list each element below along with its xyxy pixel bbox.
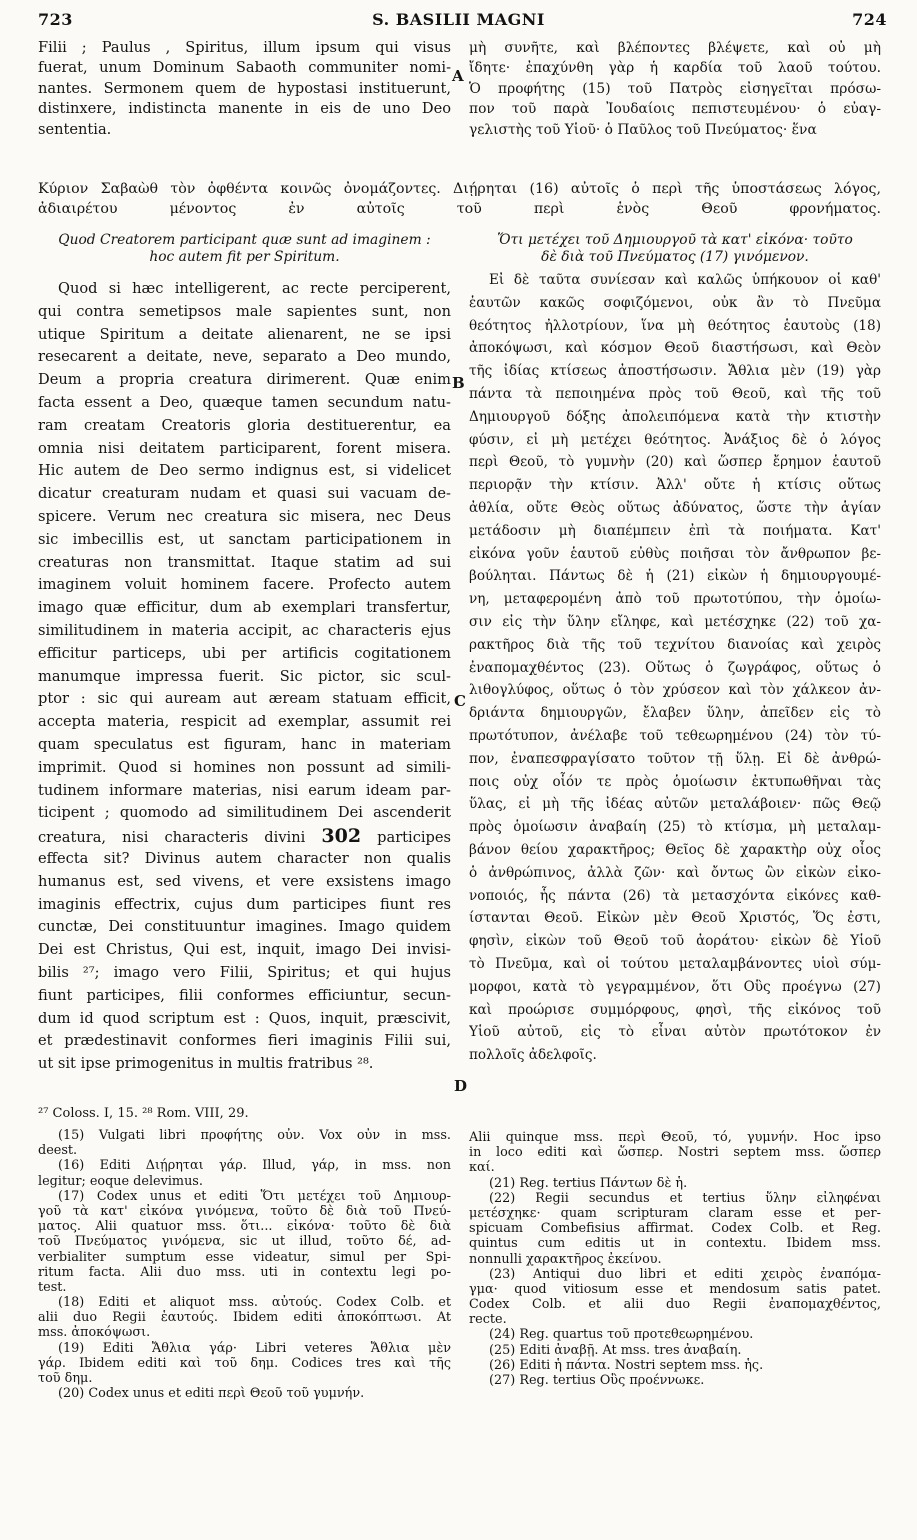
text-line: spicere. Verum nec creatura sic misera, nec Deus [38, 507, 451, 525]
text-line: tudinem informare materias, nisi earum ideam par- [38, 781, 451, 799]
text-line: πρὸς ὁμοίωσιν ἀναβαίη (25) τὸ κτίσμα, μὴ μεταλαμ- [469, 819, 881, 836]
text-line: dicatur creaturam nudam et quasi sui vacuam de- [38, 485, 451, 503]
footnotes-right [469, 1130, 881, 1388]
text-line: dum id quod scriptum est : Quos, inquit, præscivit, [38, 1009, 451, 1027]
text-line: spicuam Combefisius affirmat. Codex Colb. et Reg. [469, 1221, 881, 1237]
text-line: (27) Reg. tertius Οὓς προέννωκε. [489, 1373, 705, 1388]
text-line: ptor : sic qui auream aut æream statuam efficit, [38, 690, 451, 708]
text-line: mss. ἀποκόψωσι. [38, 1325, 151, 1341]
text-line: μὴ συνῆτε, καὶ βλέποντες βλέψετε, καὶ οὐ μὴ [469, 40, 881, 56]
text-line: ματος. Alii quatuor mss. ὅτι... εἰκόνα· τοῦτο δὲ διὰ [38, 1219, 451, 1235]
text-line: γάρ. Ibidem editi καὶ τοῦ δημ. Codices tres καὶ τῆς [38, 1355, 451, 1371]
text-line: δριάντα δημιουργῶν, ἔλαβεν ὕλην, ἀπεῖδεν εἰς τὸ [469, 705, 881, 722]
text-line: sic imbecillis est, ut sanctam participationem in [38, 530, 451, 548]
text-line: ὕλας, εἰ μὴ τῆς ἰδέας αὐτῶν μεταλάβοιεν· πῶς Θεῷ [469, 796, 881, 813]
text-line: λιθογλύφος, οὕτως ὁ τὸν χρύσεον καὶ τὸν χάλκεον ἀν- [469, 682, 881, 699]
text-line: Dei est Christus, Qui est, inquit, imago Dei invisi- [38, 941, 451, 959]
text-line: (23) Antiqui duo libri et editi χειρὸς ἐναπόμα- [489, 1266, 881, 1282]
text-line: τοῦ δημ. [38, 1371, 93, 1386]
latin-body [38, 278, 451, 1076]
text-line: ίστανται Θεοῦ. Εἰκὼν μὲν Θεοῦ Χριστός, Ὅς ἐστι, [469, 910, 881, 927]
text-line: imaginem voluit hominem facere. Profecto autem [38, 576, 451, 594]
text-fragment: creatura, nisi characteris divini [38, 829, 322, 847]
latin-top-block [38, 38, 451, 140]
text-line: et prædestinavit conformes fieri imaginis Filii sui, [38, 1032, 451, 1050]
greek-section-heading: Ὅτι μετέχει τοῦ Δημιουργοῦ τὰ κατ' εἰκόνα· τοῦτο δὲ διὰ τοῦ Πνεύματος (17) γινόμενον. [497, 232, 853, 265]
text-line: imago quæ efficitur, dum ab exemplari transfertur, [38, 599, 451, 617]
text-line: Υἱοῦ αὐτοῦ, εἰς τὸ εἶναι αὐτὸν πρωτότοκον ἐν [469, 1024, 881, 1041]
text-line: τὸ Πνεῦμα, καὶ οἱ τούτου μεταλαμβάνοντες υἱοὶ σύμ- [469, 955, 881, 972]
text-line: manumque impressa fuerit. Sic pictor, sic scul- [38, 667, 451, 685]
text-line: ποις οὐχ οἷόν τε πρὸς ὁμοίωσιν ἐκτυπωθῆναι τὰς [469, 773, 881, 790]
text-line: omnia nisi deitatem participarent, forent misera. [38, 439, 451, 457]
text-line: facta essent a Deo, quæque tamen secundum natu- [38, 393, 451, 411]
text-line: (18) Editi et aliquot mss. αὐτούς. Codex Colb. et [58, 1295, 451, 1311]
text-line: qui contra semetipsos male sapientes sunt, non [38, 302, 451, 320]
text-line: (19) Editi Ἄθλια γάρ· Libri veteres Ἄθλια μὲν [58, 1340, 451, 1356]
text-line: βούληται. Πάντως δὲ ἡ (21) εἰκὼν ἡ δημιουργουμέ- [469, 568, 881, 585]
text-line: νη, μεταφερομένη ἀπὸ τοῦ πρωτοτύπου, τὴν ὁμοίω- [469, 591, 881, 608]
text-line: μορφοι, κατὰ τὸ γεγραμμένον, ὅτι Οὓς προέγνω (27) [469, 978, 881, 995]
text-line: ὁ ἀνθρώπινος, ἀλλὰ ζῶν· καὶ ὄντως ὢν εἰκὼν εἰκο- [469, 864, 881, 881]
text-line: similitudinem in materia accipit, ac characteris ejus [38, 621, 451, 639]
text-line: ἑαυτῶν κακῶς σοφιζόμενοι, οὐκ ἂν τὸ Πνεῦμα [469, 294, 881, 311]
text-line: fuerat, unum Dominum Sabaoth communiter nomi- [38, 59, 451, 77]
text-fragment: participes [361, 829, 451, 847]
text-line: πον τοῦ παρὰ Ἰουδαίοις πεπιστευμένου· ὁ εὐαγ- [469, 101, 881, 118]
greek-body [469, 269, 881, 1067]
page-header-left: 723 [38, 10, 73, 29]
text-line: deest. [38, 1143, 78, 1159]
text-line: (26) Editi ἧ πάντα. Nostri septem mss. ἧς. [489, 1357, 764, 1373]
text-line: fiunt participes, filii conformes efficiuntur, secun- [38, 986, 451, 1004]
text-line: βάνον θείου χαρακτῆρος; Θεῖος δὲ χαρακτὴρ οὐχ οἷος [469, 841, 881, 858]
text-line: καί. [469, 1160, 495, 1176]
text-line: περιορᾷν τὴν κτίσιν. Ἀλλ' οὔτε ἡ κτίσις οὕτως [469, 477, 881, 494]
greek-top-block [469, 38, 881, 140]
text-line: nonnulli χαρακτῆρος ἐκείνου. [469, 1251, 662, 1267]
text-line: Hic autem de Deo sermo indignus est, si videlicet [38, 462, 451, 480]
text-line: καὶ προώρισε συμμόρφους, φησὶ, τῆς εἰκόνος τοῦ [469, 1001, 881, 1018]
text-line: resecarent a deitate, neve, separato a Deo mundo, [38, 348, 451, 366]
text-line: φύσιν, εἰ μὴ μετέχει θεότητος. Ἀνάξιος δὲ ὁ λόγος [469, 431, 881, 448]
text-line: quam speculatus est figuram, hanc in materiam [38, 735, 451, 753]
text-line: (15) Vulgati libri προφήτης οὖν. Vox οὖν in mss. [58, 1128, 451, 1143]
text-line: σιν εἰς τὴν ὕλην εἴληφε, καὶ μετέσχηκε (22) τοῦ χα- [469, 613, 881, 630]
span-line-2: ἀδιαιρέτου μένοντος ἐν αὐτοῖς τοῦ περὶ ἑνὸς Θεοῦ φρονήματος. [38, 201, 881, 217]
span-line-1: Κύριον Σαβαὼθ τὸν ὀφθέντα κοινῶς ὀνομάζοντες. Διῄρηται (16) αὐτοῖς ὁ περὶ τῆς ὑποστάσεως λόγος, [38, 181, 881, 197]
text-line: εἰκόνα γοῦν ἑαυτοῦ εὐθὺς ποιῆσαι τὸν ἄνθρωπον βε- [469, 545, 881, 562]
text-line: (22) Regii secundus et tertius ὕλην εἰληφέναι [489, 1190, 881, 1206]
column-number: 302 [321, 825, 362, 848]
text-line: πον, ἐναπεσφραγίσατο τοῦτον τῇ ὕλῃ. Εἰ δὲ ἀνθρώ- [469, 750, 881, 767]
footnotes-left [38, 1128, 451, 1401]
text-line: ut sit ipse primogenitus in multis fratribus ²⁸. [38, 1055, 374, 1073]
text-line: φησὶν, εἰκὼν τοῦ Θεοῦ τοῦ ἀοράτου· εἰκὼν δὲ Υἱοῦ [469, 933, 881, 950]
page-header-title: S. BASILII MAGNI [372, 10, 545, 29]
text-line: imaginis effectrix, cujus dum participes fiunt res [38, 895, 451, 913]
text-line: ἐναπομαχθέντος (23). Οὕτως ὁ ζωγράφος, οὕτως ὁ [469, 659, 881, 676]
text-line: in loco editi καὶ ὥσπερ. Nostri septem mss. ὥσπερ [469, 1145, 881, 1161]
text-line: ἀποκόψωσι, καὶ κόσμον Θεοῦ διαστήσωσι, καὶ Θεὸν [469, 340, 881, 357]
margin-letter-b: B [452, 374, 465, 392]
text-line: verbialiter sumptum esse videatur, simul per Spi- [38, 1249, 451, 1265]
text-line: sententia. [38, 120, 112, 138]
text-line: utique Spiritum a deitate alienarent, ne se ipsi [38, 325, 451, 343]
text-line: efficitur particeps, ubi per artificis cogitationem [38, 644, 451, 662]
text-line: μετάδοσιν μὴ διαπέμπειν ἐπὶ τὰ ποιήματα. Κατ' [469, 522, 881, 539]
text-line: ἀθλία, οὔτε Θεὸς οὕτως ἀδύνατος, ὥστε τὴν ἁγίαν [469, 499, 881, 516]
text-line: (17) Codex unus et editi Ὅτι μετέχει τοῦ Δημιουρ- [58, 1188, 451, 1204]
text-line: test. [38, 1279, 67, 1295]
text-line: recte. [469, 1312, 507, 1328]
scripture-references: ²⁷ Coloss. I, 15. ²⁸ Rom. VIII, 29. [38, 1106, 249, 1121]
text-line: legitur; eoque delevimus. [38, 1173, 203, 1189]
text-line: (16) Editi Διῄρηται γάρ. Illud, γάρ, in mss. non [58, 1158, 451, 1174]
text-line: μετέσχηκε· quam scripturam claram esse et per- [469, 1205, 881, 1221]
text-line: Ὁ προφήτης (15) τοῦ Πατρὸς εἰσηγεῖται πρόσω- [469, 80, 881, 97]
text-line: πολλοῖς ἀδελφοῖς. [469, 1047, 597, 1064]
text-line: accepta materia, respicit ad exemplar, assumit rei [38, 713, 451, 731]
text-line: distinxere, indistincta manente in eis de uno Deo [38, 100, 451, 118]
text-line: Deum a propria creatura dirimerent. Quæ enim [38, 371, 451, 389]
margin-letter-d: D [454, 1077, 468, 1095]
text-line: humanus est, sed vivens, et vere exsistens imago [38, 872, 451, 890]
text-line: bilis ²⁷; imago vero Filii, Spiritus; et qui hujus [38, 963, 451, 981]
text-line: effecta sit? Divinus autem character non qualis [38, 849, 451, 867]
text-line: γμα· quod vitiosum esse et mendosum satis patet. [469, 1281, 881, 1297]
text-line: πρωτότυπον, ἀνέλαβε τοῦ τεθεωρημένου (24) τὸν τύ- [469, 727, 881, 744]
text-line: τοῦ Πνεύματος γινόμενα, sic ut illud, τοῦτο δέ, ad- [38, 1234, 451, 1250]
text-line: πάντα τὰ πεποιημένα πρὸς τοῦ Θεοῦ, καὶ τῆς τοῦ [469, 385, 881, 402]
text-line [38, 825, 451, 848]
text-line: (20) Codex unus et editi περὶ Θεοῦ τοῦ γυμνήν. [58, 1386, 365, 1402]
text-line: ἴδητε· ἐπαχύνθη γὰρ ἡ καρδία τοῦ λαοῦ τούτου. [469, 60, 881, 77]
latin-section-heading: Quod Creatorem participant quæ sunt ad imaginem : hoc autem fit per Spiritum. [58, 232, 431, 265]
text-line: ticipent ; quomodo ad similitudinem Dei ascenderit [38, 804, 451, 822]
text-line: alii duo Regii ἑαυτούς. Ibidem editi ἀποκόπτωσι. At [38, 1310, 451, 1326]
text-line: imprimit. Quod si homines non possunt ad simili- [38, 758, 451, 776]
text-line: nantes. Sermonem quem de hypostasi instituerunt, [38, 79, 451, 97]
text-line: θεότητος ἠλλοτρίουν, ἵνα μὴ θεότητος ἑαυτοὺς (18) [469, 317, 881, 334]
text-line: creaturas non transmittat. Itaque statim ad sui [38, 553, 451, 571]
text-line: ρακτῆρος διὰ τῆς τοῦ τεχνίτου διανοίας καὶ χειρὸς [469, 636, 881, 653]
text-line: Quod si hæc intelligerent, ac recte perciperent, [58, 280, 451, 297]
text-line: Δημιουργοῦ δόξης ἀπολειπόμενα κατὰ τὴν κτιστὴν [469, 408, 881, 425]
text-line: quintus cum editis ut in contextu. Ibidem mss. [469, 1236, 881, 1252]
text-line: Filii ; Paulus , Spiritus, illum ipsum qui visus [38, 39, 451, 56]
text-line: περὶ Θεοῦ, τὸ γυμνὴν (20) καὶ ὥσπερ ἔρημον ἑαυτοῦ [469, 454, 881, 471]
text-line: ritum facta. Alii duo mss. uti in contextu legi po- [38, 1264, 451, 1280]
text-line: γελιστὴς τοῦ Υἱοῦ· ὁ Παῦλος τοῦ Πνεύματος· ἕνα [469, 121, 817, 138]
margin-letter-c: C [454, 692, 466, 710]
text-line: τῆς ἰδίας κτίσεως ἀποστήσωσιν. Ἄθλια μὲν (19) γὰρ [469, 363, 881, 380]
text-line: γοῦ τὰ κατ' εἰκόνα γινόμενα, τοῦτο δὲ διὰ τοῦ Πνεύ- [38, 1203, 451, 1219]
text-line: νοποιός, ἧς πάντα (26) τὰ μετασχόντα εἰκόνες καθ- [469, 887, 881, 904]
page-header-right: 724 [852, 10, 887, 29]
text-line: Εἰ δὲ ταῦτα συνίεσαν καὶ καλῶς ὑπήκουον οἱ καθ' [489, 272, 881, 288]
text-line: Codex Colb. et alii duo Regii ἐναπομαχθέντος, [469, 1297, 881, 1313]
text-line: (25) Editi ἀναβῇ. At mss. tres ἀναβαίη. [489, 1342, 742, 1358]
text-line: Alii quinque mss. περὶ Θεοῦ, τό, γυμνήν. Hoc ipso [469, 1130, 881, 1145]
text-line: (21) Reg. tertius Πάντων δὲ ἡ. [489, 1175, 688, 1191]
text-line: (24) Reg. quartus τοῦ προτεθεωρημένου. [489, 1327, 754, 1343]
text-line: cunctæ, Dei constituuntur imagines. Imago quidem [38, 918, 451, 936]
text-line: ram creatam Creatoris gloria destituerentur, ea [38, 416, 451, 434]
margin-letter-a: A [452, 67, 464, 85]
